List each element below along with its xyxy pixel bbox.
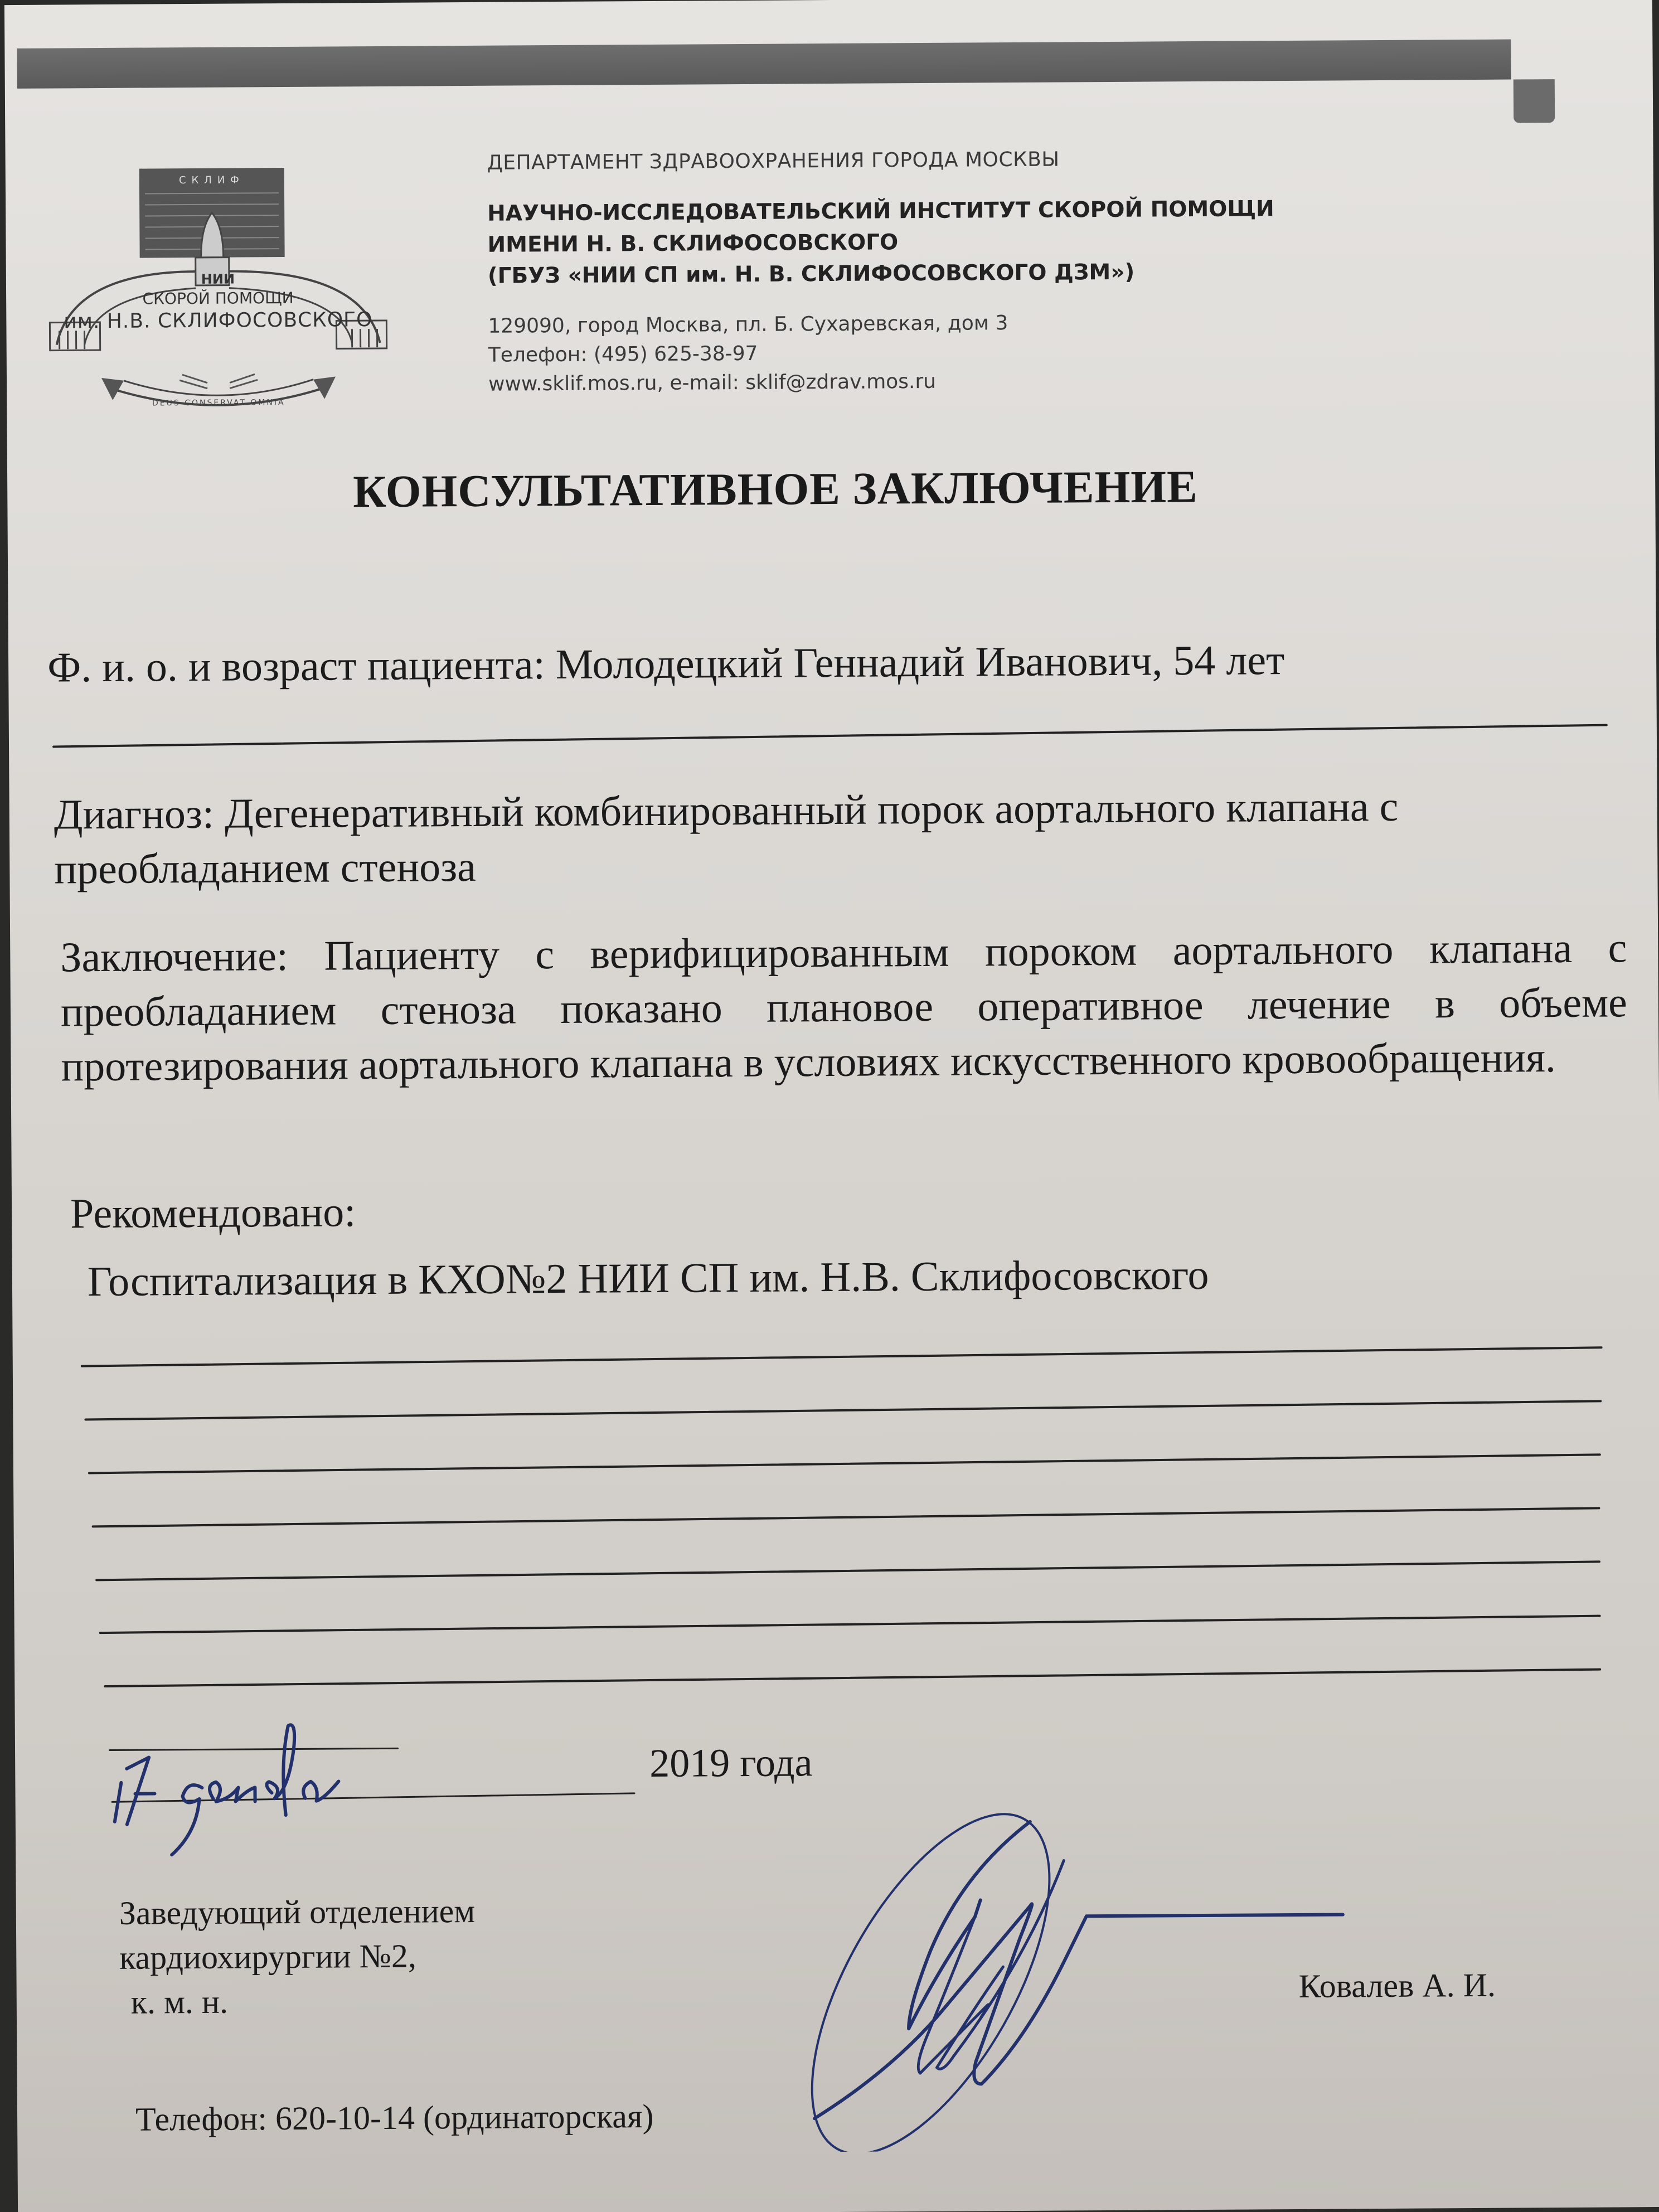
diagnosis-field bbox=[54, 778, 1648, 896]
header-bar-tab bbox=[1514, 79, 1555, 123]
blank-line bbox=[88, 1453, 1601, 1474]
document-page bbox=[4, 0, 1659, 2212]
signatory-position bbox=[119, 1889, 476, 2025]
blank-line bbox=[95, 1560, 1600, 1581]
position-line: кардиохирургии №2, bbox=[119, 1937, 417, 1976]
date-year: 2019 года bbox=[649, 1740, 813, 1786]
patient-field bbox=[47, 633, 1285, 695]
institute-line: НАУЧНО-ИССЛЕДОВАТЕЛЬСКИЙ ИНСТИТУТ СКОРОЙ ПОМОЩИ bbox=[487, 196, 1274, 226]
institute-logo bbox=[39, 159, 397, 423]
handwritten-date-icon bbox=[104, 1707, 551, 1866]
logo-line-1: НИИ bbox=[201, 271, 235, 287]
logo-line-2: СКОРОЙ ПОМОЩИ bbox=[142, 288, 294, 308]
blank-line bbox=[104, 1668, 1601, 1687]
blank-line bbox=[84, 1400, 1602, 1420]
footer-phone: Телефон: 620-10-14 (ординаторская) bbox=[135, 2098, 654, 2138]
logo-line-3: им. Н.В. СКЛИФОСОВСКОГО bbox=[64, 308, 373, 333]
diagnosis-value: Дегенеративный комбинированный порок аортального клапана с преобладанием стеноза bbox=[54, 783, 1399, 893]
institute-line: ИМЕНИ Н. В. СКЛИФОСОВСКОГО bbox=[487, 230, 899, 258]
date-month-line bbox=[111, 1792, 636, 1803]
patient-value: Молодецкий Геннадий Иванович, 54 лет bbox=[555, 637, 1285, 688]
diagnosis-label: Диагноз: bbox=[54, 790, 215, 838]
contact-block bbox=[488, 309, 1008, 399]
date-day-line-top bbox=[109, 1748, 399, 1751]
document-title: КОНСУЛЬТАТИВНОЕ ЗАКЛЮЧЕНИЕ bbox=[352, 461, 1199, 517]
blank-line bbox=[81, 1346, 1603, 1367]
recommendation-value: Госпитализация в КХО№2 НИИ СП им. Н.В. Склифосовского bbox=[87, 1251, 1209, 1306]
signatory-name: Ковалев А. И. bbox=[1298, 1966, 1496, 2005]
conclusion-field bbox=[60, 920, 1628, 1094]
recommendation-label: Рекомендовано: bbox=[70, 1189, 356, 1238]
blank-line bbox=[92, 1507, 1600, 1527]
position-line: к. м. н. bbox=[130, 1983, 229, 2021]
blank-line bbox=[99, 1615, 1601, 1634]
patient-label: Ф. и. о. и возраст пациента: bbox=[47, 641, 546, 691]
conclusion-label: Заключение: bbox=[60, 932, 289, 981]
svg-text:СКЛИФ: СКЛИФ bbox=[178, 174, 245, 187]
patient-underline bbox=[52, 724, 1608, 748]
institute-line: (ГБУЗ «НИИ СП им. Н. В. СКЛИФОСОВСКОГО ДЗМ») bbox=[487, 259, 1135, 289]
signature-icon bbox=[673, 1803, 1378, 2153]
header-bar bbox=[17, 40, 1511, 89]
svg-text:DEUS CONSERVAT OMNIA: DEUS CONSERVAT OMNIA bbox=[152, 398, 285, 408]
position-line: Заведующий отделением bbox=[119, 1892, 476, 1932]
institute-name bbox=[487, 193, 1275, 292]
phone-number: Телефон: (495) 625-38-97 bbox=[488, 342, 758, 367]
address: 129090, город Москва, пл. Б. Сухаревская, дом 3 bbox=[488, 312, 1008, 338]
department-name: ДЕПАРТАМЕНТ ЗДРАВООХРАНЕНИЯ ГОРОДА МОСКВЫ bbox=[487, 148, 1060, 174]
conclusion-value: Пациенту с верифицированным пороком аортального клапана с преобладанием стеноза показано плановое оперативное лечение в объеме протезирования аортального клапана в условиях искусственного кровообращения. bbox=[60, 924, 1628, 1090]
web-email: www.sklif.mos.ru, e-mail: sklif@zdrav.mos.ru bbox=[488, 370, 937, 396]
